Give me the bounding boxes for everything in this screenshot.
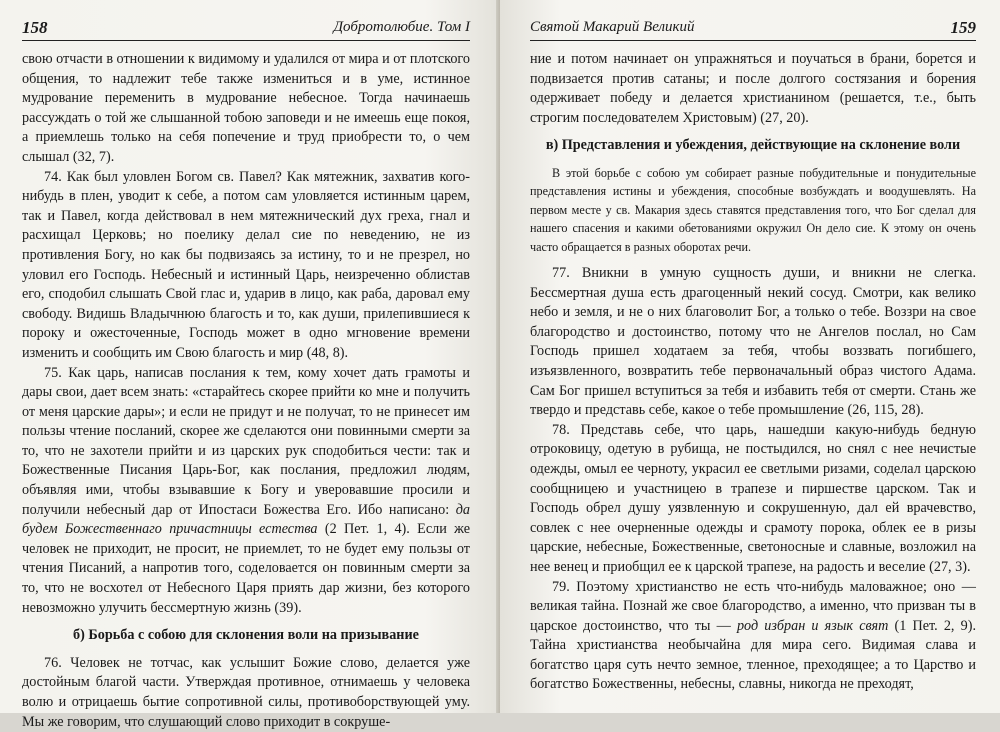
left-page-header: [22, 0, 470, 40]
paragraph-continuation: свою отчасти в отношении к видимому и удалился от мира и от плотского общения, то надлежит тебе также измениться и в уме, истинное мудрование переменить в мудрование небесное. Тогда начинаешь рассуждать о той же слышанной тобою заповеди и не имеешь еще покоя, а приемлешь только на себя попечение и труд приобрести то, о чем слышал (32, 7).: [22, 51, 470, 165]
paragraph-78: 78. Представь себе, что царь, нашедши какую-нибудь бедную отроковицу, одетую в рубища, не постыдился, но снял с нее нечистые одежды, омыл ее черноту, украсил ее светлыми ризами, соделал царскою сообщницею и участницею в трапезе и пиршестве царском. Так и Господь обрел душу уязвленную и сокрушенную, дал ей врачевство, совлек с нее очерненные одежды и срамоту порока, облек ее в ризы царские, небесные, Божественные, светоносные и славные, возложил на нее венец и приобщил ее к царской трапезе, на радость и веселие (27, 3).: [530, 421, 976, 575]
right-page: [500, 0, 1000, 713]
scripture-quote: род избран и язык свят: [736, 617, 889, 634]
editor-note: В этой борьбе с собою ум собирает разные побудительные и понудительные представления истины и убеждения, способные возбуждать и воодушевлять. На первом месте у св. Макария здесь ставятся представления того, что Бог сделал для нашего спасения и какими обетованиями окружил Он дело сие. К этому он очень часто обращается в разных оборотах речи.: [530, 165, 976, 254]
paragraph-continuation: ние и потом начинает он упражняться и поучаться в брани, борется и подвизается против сатаны; и после долгого состязания и борения одерживает победу и делается христианином (решается, т.е., быть строгим последователем Христовым) (27, 20).: [530, 51, 976, 126]
right-page-number: 159: [950, 18, 976, 37]
paragraph-74: 74. Как был уловлен Богом св. Павел? Как мятежник, захватив кого-нибудь в плен, уводит к себе, а потом сам уловляется истинным царем, так и Павел, когда действовал в нем мятежнический дух греха, гнал и расхищал Церковь; но поелику делал сие по неведению, не из противления Богу, но как бы подвизаясь за истину, то и не презрел, но уловил его Господь. Небесный и истинный Царь, неизреченно облистав его, сподобил слышать Свой глас и, ударив в лицо, как раба, даровал ему свободу. Видишь Владычнюю благость и то, как души, прилепившиеся к пороку и ожесточенные, Господь может в одно мгновение времени изменить и сообщить им Свою благость и мир (48, 8).: [22, 168, 470, 361]
scripture-quote: да будем Божественнаго причастницы естества: [22, 501, 470, 538]
paragraph-75-text: 75. Как царь, написав послания к тем, кому хочет дать грамоты и дары свои, дает всем знать: «старайтесь скорее прийти ко мне и получить от меня царские дары»; и если не придут и не получат, то не принесет им пользы чтение посланий, скорее же сделаются они повинными смерти за то, что не захотели прийти и из царских рук сподобиться чести: так и Божественные Писания Царь-Бог, как послания, предложил людям, объявляя ими, чтобы взывавшие к Богу и уверовавшие просили и получили небесный дар от Ипостаси Божества Его. Ибо написано:: [22, 364, 470, 518]
left-page-number: 158: [22, 18, 48, 37]
paragraph-79: [530, 578, 976, 696]
paragraph-79-tail: (1 Пет. 2, 9). Тайна христианства необычайна для мира сего. Видимая слава и богатство царя суть нечто земное, тленное, преходящее; а то Царство и богатство Божественны, небесны, славны, никогда не преходят,: [530, 617, 976, 693]
paragraph-75: [22, 364, 470, 619]
section-heading-b: б) Борьба с собою для склонения воли на призывание: [73, 627, 419, 644]
right-page-header: [530, 0, 976, 40]
right-page-body: [530, 40, 976, 695]
header-rule: [22, 40, 470, 41]
paragraph-77: 77. Вникни в умную сущность души, и вникни не слегка. Бессмертная душа есть драгоценный некий сосуд. Смотри, как велико небо и земля, и не о них благоволит Бог, а только о тебе. Воззри на свое благородство и достоинство, потому что не Ангелов послал, но Сам Господь пришел ходатаем за тебя, чтобы воззвать погибшего, изъязвленного, возвратить тебе первоначальный образ чистого Адама. Сам Бог пришел вступиться за тебя и избавить тебя от смерти. Стань же твердо и представь себе, какое о тебе промышление (26, 115, 28).: [530, 265, 976, 419]
paragraph-76: 76. Человек не тотчас, как услышит Божие слово, делается уже достойным благой части. Утверждая противное, отнимаешь у человека волю и отрицаешь бытие сопротивной силы, противоборствующей уму. Мы же говорим, что слушающий слово приходит в сокруше-: [22, 654, 470, 730]
left-running-title: Добротолюбие. Том I: [333, 19, 470, 35]
section-heading-v: в) Представления и убеждения, действующие на склонение воли: [545, 137, 961, 154]
paragraph-79-text: 79. Поэтому христианство не есть что-нибудь маловажное; оно — великая тайна. Познай же свое благородство, а именно, что призван ты в царское достоинство, что ты —: [530, 578, 976, 634]
paragraph-75-tail: (2 Пет. 1, 4). Если же человек не приходит, не просит, не приемлет, то не будет ему пользы от чтения Писаний, а напротив того, соделовается он повинным смерти за то, что не восхотел от Небесного Царя приять дар жизни, без которого невозможно улучить бессмертную жизнь (39).: [22, 521, 471, 616]
left-page: [0, 0, 500, 730]
right-running-title: Святой Макарий Великий: [530, 19, 695, 35]
header-rule: [530, 40, 976, 41]
left-page-body: [22, 40, 470, 732]
